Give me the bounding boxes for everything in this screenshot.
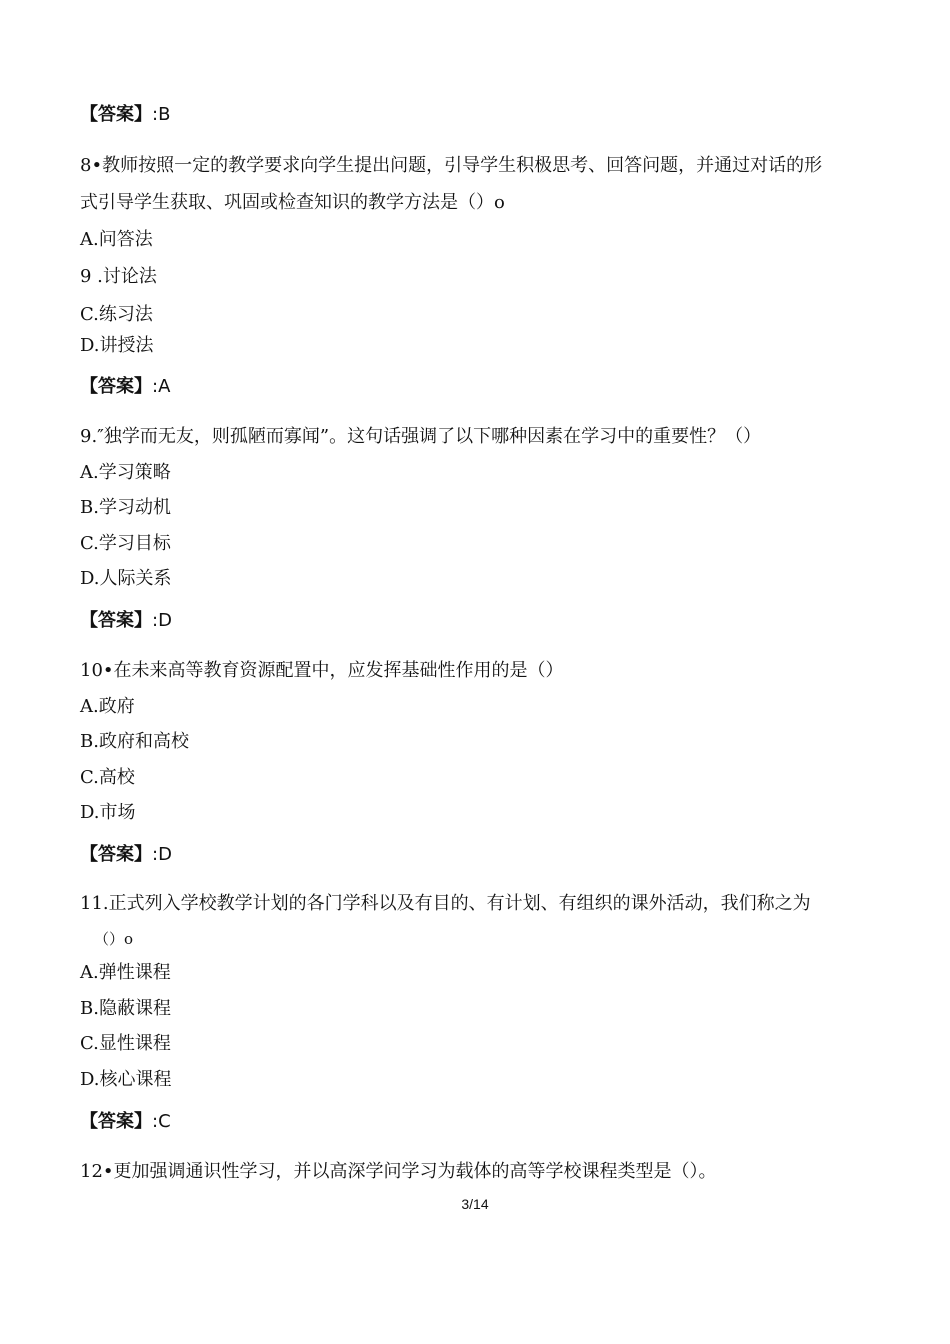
question-10-option-c: C.高校 — [80, 767, 135, 788]
answer-8 — [80, 376, 170, 398]
answer-9 — [80, 610, 172, 632]
answer-label: 【答案】 — [80, 844, 152, 865]
question-11-option-d: D.核心课程 — [80, 1069, 172, 1090]
question-10-option-a: A.政府 — [80, 696, 135, 717]
answer-value: :B — [152, 104, 171, 125]
answer-value: :D — [152, 610, 172, 631]
answer-label: 【答案】 — [80, 104, 152, 125]
answer-7 — [80, 104, 170, 126]
question-8-option-c: C.练习法 — [80, 304, 153, 325]
question-9-option-b: B.学习动机 — [80, 497, 171, 518]
answer-value: :A — [152, 376, 171, 397]
question-9-option-d: D.人际关系 — [80, 568, 172, 589]
question-8-line-2: 式引导学生获取、巩固或检查知识的教学方法是（）o — [80, 192, 505, 213]
answer-label: 【答案】 — [80, 1111, 152, 1132]
question-11-line-1: 11.正式列入学校教学计划的各门学科以及有目的、有计划、有组织的课外活动，我们称之为 — [80, 893, 811, 914]
answer-10 — [80, 844, 172, 866]
question-11-line-2: （）o — [94, 930, 134, 948]
question-8-option-b: 9 .讨论法 — [80, 266, 157, 287]
question-8-option-a: A.问答法 — [80, 229, 153, 250]
answer-value: :C — [152, 1111, 171, 1132]
question-10-line-1: 10•在未来高等教育资源配置中，应发挥基础性作用的是（） — [80, 660, 564, 681]
question-11-option-b: B.隐蔽课程 — [80, 998, 171, 1019]
question-8-option-d: D.讲授法 — [80, 335, 154, 356]
question-9-line-1: 9.″独学而无友，则孤陋而寡闻”。这句话强调了以下哪种因素在学习中的重要性？（） — [80, 426, 762, 447]
answer-label: 【答案】 — [80, 610, 152, 631]
question-9-option-c: C.学习目标 — [80, 533, 171, 554]
answer-value: :D — [152, 844, 172, 865]
question-12-line-1: 12•更加强调通识性学习，并以高深学问学习为载体的高等学校课程类型是（）。 — [80, 1161, 717, 1182]
answer-label: 【答案】 — [80, 376, 152, 397]
question-10-option-d: D.市场 — [80, 802, 136, 823]
question-11-option-a: A.弹性课程 — [80, 962, 171, 983]
page-number: 3/14 — [461, 1196, 489, 1212]
answer-11 — [80, 1111, 171, 1133]
question-11-option-c: C.显性课程 — [80, 1033, 171, 1054]
question-9-option-a: A.学习策略 — [80, 462, 171, 483]
question-8-line-1: 8•教师按照一定的教学要求向学生提出问题，引导学生积极思考、回答问题，并通过对话的形 — [80, 155, 823, 176]
question-10-option-b: B.政府和高校 — [80, 731, 189, 752]
